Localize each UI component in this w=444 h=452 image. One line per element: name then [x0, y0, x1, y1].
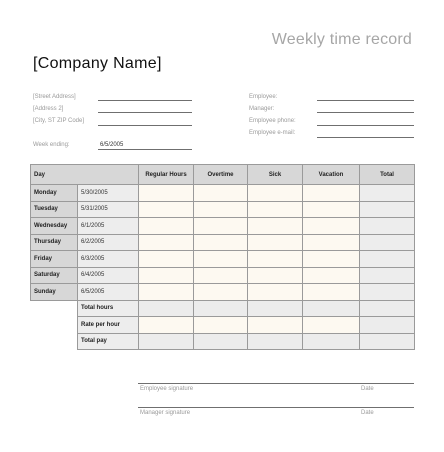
blank-cell — [31, 333, 78, 350]
day-cell: Sunday — [31, 284, 78, 301]
date-cell[interactable]: 6/4/2005 — [78, 267, 139, 284]
document-title: Weekly time record — [271, 31, 412, 48]
pay-sick-cell — [248, 333, 303, 350]
day-cell: Tuesday — [31, 201, 78, 218]
rate-overtime-cell[interactable] — [194, 317, 248, 334]
week-ending-field — [98, 149, 192, 150]
manager-signature-label: Manager signature — [140, 410, 191, 416]
column-header-overtime: Overtime — [194, 165, 248, 185]
vacation-cell[interactable] — [303, 234, 360, 251]
pay-vacation-cell — [303, 333, 360, 350]
total-hours-total-cell — [360, 300, 415, 317]
rate-total-cell — [360, 317, 415, 334]
total-cell — [360, 284, 415, 301]
manager-field[interactable] — [317, 112, 414, 113]
time-record-table — [30, 164, 415, 350]
overtime-cell[interactable] — [194, 234, 248, 251]
sick-cell[interactable] — [248, 251, 303, 268]
summary-row-total-pay — [31, 333, 415, 350]
manager-label: Manager: — [249, 106, 275, 112]
vacation-cell[interactable] — [303, 201, 360, 218]
overtime-cell[interactable] — [194, 201, 248, 218]
sick-cell[interactable] — [248, 201, 303, 218]
total-cell — [360, 185, 415, 202]
employee-phone-label: Employee phone: — [249, 118, 296, 124]
manager-signature-line[interactable] — [138, 407, 414, 408]
total-sick-cell — [248, 300, 303, 317]
sick-cell[interactable] — [248, 218, 303, 235]
city-state-zip-field[interactable] — [98, 125, 192, 126]
date-cell[interactable]: 5/31/2005 — [78, 201, 139, 218]
total-cell — [360, 251, 415, 268]
date-cell[interactable]: 6/1/2005 — [78, 218, 139, 235]
date-cell[interactable]: 6/2/2005 — [78, 234, 139, 251]
table-row — [31, 201, 415, 218]
pay-regular-cell — [139, 333, 194, 350]
day-cell: Monday — [31, 185, 78, 202]
table-header-row — [31, 165, 415, 185]
total-vacation-cell — [303, 300, 360, 317]
total-overtime-cell — [194, 300, 248, 317]
total-cell — [360, 267, 415, 284]
pay-total-cell — [360, 333, 415, 350]
day-cell: Friday — [31, 251, 78, 268]
blank-cell — [31, 300, 78, 317]
vacation-cell[interactable] — [303, 218, 360, 235]
rate-sick-cell[interactable] — [248, 317, 303, 334]
employee-phone-field[interactable] — [317, 125, 414, 126]
sick-cell[interactable] — [248, 234, 303, 251]
total-pay-label: Total pay — [78, 333, 139, 350]
table-row — [31, 185, 415, 202]
company-name[interactable]: [Company Name] — [33, 55, 162, 72]
manager-signature-date-label: Date — [361, 410, 374, 416]
rate-vacation-cell[interactable] — [303, 317, 360, 334]
employee-email-label: Employee e-mail: — [249, 130, 296, 136]
day-cell: Thursday — [31, 234, 78, 251]
city-state-zip-label: [City, ST ZIP Code] — [33, 118, 85, 124]
day-cell: Wednesday — [31, 218, 78, 235]
week-ending-label: Week ending: — [33, 142, 70, 148]
table-row — [31, 267, 415, 284]
sick-cell[interactable] — [248, 185, 303, 202]
column-header-regular-hours: Regular Hours — [139, 165, 194, 185]
date-cell[interactable]: 6/5/2005 — [78, 284, 139, 301]
regular-hours-cell[interactable] — [139, 251, 194, 268]
vacation-cell[interactable] — [303, 251, 360, 268]
regular-hours-cell[interactable] — [139, 201, 194, 218]
date-cell[interactable]: 5/30/2005 — [78, 185, 139, 202]
regular-hours-cell[interactable] — [139, 185, 194, 202]
regular-hours-cell[interactable] — [139, 218, 194, 235]
day-cell: Saturday — [31, 267, 78, 284]
total-cell — [360, 201, 415, 218]
total-regular-hours-cell — [139, 300, 194, 317]
sick-cell[interactable] — [248, 267, 303, 284]
total-hours-label: Total hours — [78, 300, 139, 317]
rate-regular-cell[interactable] — [139, 317, 194, 334]
overtime-cell[interactable] — [194, 267, 248, 284]
rate-per-hour-label: Rate per hour — [78, 317, 139, 334]
total-cell — [360, 234, 415, 251]
table-row — [31, 218, 415, 235]
total-cell — [360, 218, 415, 235]
sick-cell[interactable] — [248, 284, 303, 301]
vacation-cell[interactable] — [303, 284, 360, 301]
column-header-sick: Sick — [248, 165, 303, 185]
regular-hours-cell[interactable] — [139, 234, 194, 251]
employee-signature-label: Employee signature — [140, 386, 194, 392]
overtime-cell[interactable] — [194, 251, 248, 268]
table-row — [31, 234, 415, 251]
street-address-label: [Street Address] — [33, 94, 76, 100]
overtime-cell[interactable] — [194, 284, 248, 301]
column-header-vacation: Vacation — [303, 165, 360, 185]
address-2-label: [Address 2] — [33, 106, 64, 112]
employee-signature-line[interactable] — [138, 383, 414, 384]
summary-row-total-hours — [31, 300, 415, 317]
regular-hours-cell[interactable] — [139, 267, 194, 284]
overtime-cell[interactable] — [194, 218, 248, 235]
employee-label: Employee: — [249, 94, 278, 100]
blank-cell — [31, 317, 78, 334]
vacation-cell[interactable] — [303, 267, 360, 284]
week-ending-value[interactable]: 6/5/2005 — [100, 142, 124, 148]
address-2-field[interactable] — [98, 112, 192, 113]
overtime-cell[interactable] — [194, 185, 248, 202]
pay-overtime-cell — [194, 333, 248, 350]
summary-row-rate-per-hour — [31, 317, 415, 334]
vacation-cell[interactable] — [303, 185, 360, 202]
column-header-total: Total — [360, 165, 415, 185]
table-row — [31, 284, 415, 301]
employee-field[interactable] — [317, 100, 414, 101]
column-header-day: Day — [31, 165, 139, 185]
date-cell[interactable]: 6/3/2005 — [78, 251, 139, 268]
table-row — [31, 251, 415, 268]
street-address-field[interactable] — [98, 100, 192, 101]
employee-signature-date-label: Date — [361, 386, 374, 392]
employee-email-field[interactable] — [317, 137, 414, 138]
regular-hours-cell[interactable] — [139, 284, 194, 301]
